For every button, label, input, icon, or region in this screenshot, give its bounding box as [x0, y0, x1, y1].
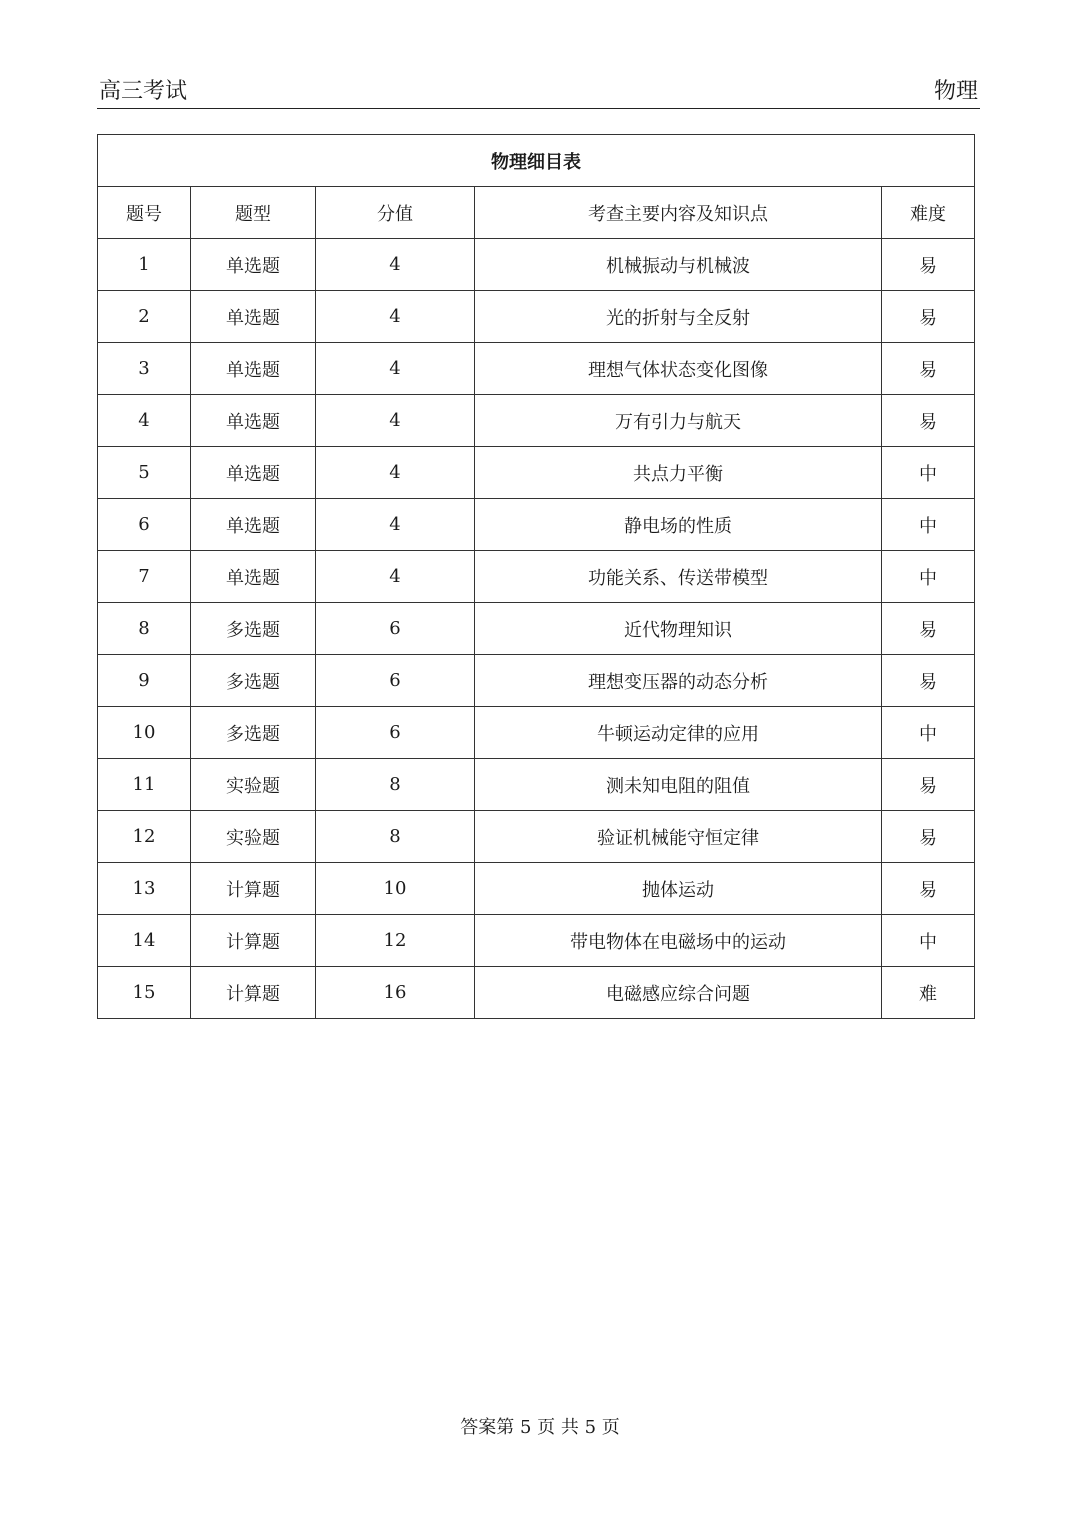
table-row	[98, 967, 975, 1019]
cell-no: 11	[98, 759, 191, 811]
cell-type: 多选题	[191, 655, 316, 707]
table-row	[98, 707, 975, 759]
cell-difficulty: 中	[882, 499, 975, 551]
page-header	[97, 78, 980, 109]
cell-score: 8	[316, 759, 475, 811]
cell-content: 牛顿运动定律的应用	[475, 707, 882, 759]
cell-difficulty: 中	[882, 707, 975, 759]
cell-type: 单选题	[191, 551, 316, 603]
cell-difficulty: 中	[882, 915, 975, 967]
cell-content: 近代物理知识	[475, 603, 882, 655]
cell-no: 13	[98, 863, 191, 915]
cell-no: 12	[98, 811, 191, 863]
cell-no: 5	[98, 447, 191, 499]
cell-difficulty: 易	[882, 291, 975, 343]
column-header-content: 考查主要内容及知识点	[475, 187, 882, 239]
cell-type: 实验题	[191, 811, 316, 863]
cell-content: 功能关系、传送带模型	[475, 551, 882, 603]
table-row	[98, 239, 975, 291]
cell-content: 带电物体在电磁场中的运动	[475, 915, 882, 967]
cell-no: 15	[98, 967, 191, 1019]
cell-no: 10	[98, 707, 191, 759]
cell-score: 10	[316, 863, 475, 915]
cell-score: 4	[316, 551, 475, 603]
cell-type: 单选题	[191, 447, 316, 499]
cell-difficulty: 易	[882, 239, 975, 291]
cell-score: 4	[316, 447, 475, 499]
table-header-row	[98, 187, 975, 239]
exam-name: 高三考试	[99, 79, 188, 104]
table-row	[98, 551, 975, 603]
cell-type: 单选题	[191, 291, 316, 343]
column-header-no: 题号	[98, 187, 191, 239]
table-body	[98, 239, 975, 1019]
cell-no: 9	[98, 655, 191, 707]
cell-no: 1	[98, 239, 191, 291]
cell-content: 静电场的性质	[475, 499, 882, 551]
cell-score: 6	[316, 603, 475, 655]
cell-type: 单选题	[191, 499, 316, 551]
cell-difficulty: 易	[882, 655, 975, 707]
cell-difficulty: 易	[882, 759, 975, 811]
cell-content: 共点力平衡	[475, 447, 882, 499]
table-title-row	[98, 135, 975, 187]
spec-table	[97, 134, 975, 1019]
cell-type: 计算题	[191, 967, 316, 1019]
cell-difficulty: 中	[882, 447, 975, 499]
cell-no: 7	[98, 551, 191, 603]
cell-content: 万有引力与航天	[475, 395, 882, 447]
cell-type: 单选题	[191, 395, 316, 447]
cell-type: 单选题	[191, 343, 316, 395]
cell-content: 测未知电阻的阻值	[475, 759, 882, 811]
cell-score: 4	[316, 343, 475, 395]
page-footer: 答案第 5 页 共 5 页	[460, 1417, 620, 1438]
column-header-score: 分值	[316, 187, 475, 239]
cell-type: 多选题	[191, 603, 316, 655]
cell-score: 4	[316, 395, 475, 447]
subject-name: 物理	[933, 79, 978, 104]
cell-difficulty: 易	[882, 863, 975, 915]
cell-no: 4	[98, 395, 191, 447]
cell-content: 理想变压器的动态分析	[475, 655, 882, 707]
table-title: 物理细目表	[98, 135, 975, 187]
cell-score: 6	[316, 655, 475, 707]
cell-type: 计算题	[191, 915, 316, 967]
table-row	[98, 915, 975, 967]
cell-content: 光的折射与全反射	[475, 291, 882, 343]
cell-no: 6	[98, 499, 191, 551]
cell-score: 4	[316, 239, 475, 291]
cell-no: 2	[98, 291, 191, 343]
cell-difficulty: 易	[882, 811, 975, 863]
cell-content: 理想气体状态变化图像	[475, 343, 882, 395]
cell-type: 单选题	[191, 239, 316, 291]
column-header-type: 题型	[191, 187, 316, 239]
table-row	[98, 655, 975, 707]
cell-score: 6	[316, 707, 475, 759]
cell-score: 16	[316, 967, 475, 1019]
cell-difficulty: 难	[882, 967, 975, 1019]
cell-difficulty: 易	[882, 395, 975, 447]
table-row	[98, 499, 975, 551]
table-row	[98, 811, 975, 863]
table-row	[98, 395, 975, 447]
cell-content: 电磁感应综合问题	[475, 967, 882, 1019]
cell-score: 4	[316, 499, 475, 551]
table-row	[98, 447, 975, 499]
cell-score: 12	[316, 915, 475, 967]
cell-difficulty: 中	[882, 551, 975, 603]
cell-content: 抛体运动	[475, 863, 882, 915]
cell-type: 实验题	[191, 759, 316, 811]
cell-no: 8	[98, 603, 191, 655]
cell-difficulty: 易	[882, 343, 975, 395]
cell-content: 机械振动与机械波	[475, 239, 882, 291]
cell-type: 多选题	[191, 707, 316, 759]
cell-score: 8	[316, 811, 475, 863]
table-row	[98, 603, 975, 655]
cell-content: 验证机械能守恒定律	[475, 811, 882, 863]
column-header-difficulty: 难度	[882, 187, 975, 239]
table-row	[98, 863, 975, 915]
cell-difficulty: 易	[882, 603, 975, 655]
cell-type: 计算题	[191, 863, 316, 915]
table-row	[98, 343, 975, 395]
table-row	[98, 291, 975, 343]
cell-no: 14	[98, 915, 191, 967]
table-row	[98, 759, 975, 811]
cell-no: 3	[98, 343, 191, 395]
cell-score: 4	[316, 291, 475, 343]
